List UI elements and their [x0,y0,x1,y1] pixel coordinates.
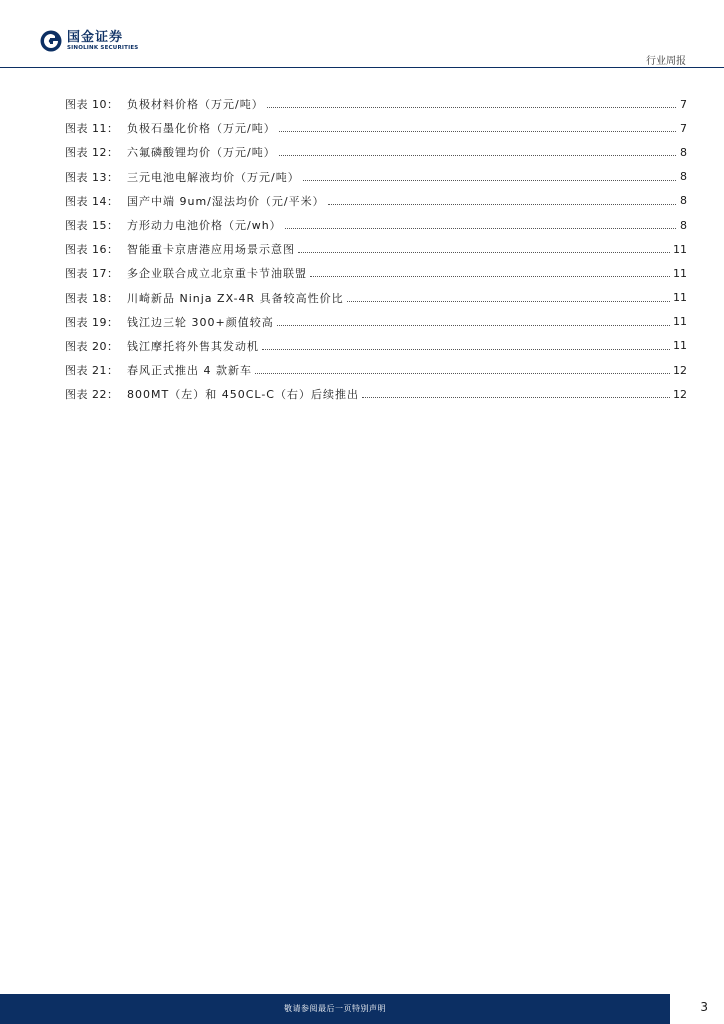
dot-leader [279,120,676,132]
toc-entry[interactable] [65,382,687,406]
dot-leader [310,265,670,277]
dot-leader [328,193,676,205]
figure-title: 六氟磷酸锂均价（万元/吨） [127,146,276,160]
toc-entry[interactable] [65,213,687,237]
header-divider [0,67,724,68]
figure-title: 负极石墨化价格（万元/吨） [127,122,276,136]
page-ref: 11 [673,315,687,329]
toc-entry[interactable] [65,165,687,189]
figure-number: 图表 19： [65,315,119,329]
page-ref: 11 [673,242,687,256]
figure-number: 图表 21： [65,364,119,378]
toc-entry[interactable] [65,310,687,334]
report-type-label: 行业周报 [646,56,686,67]
dot-leader [298,241,670,253]
figure-number: 图表 10： [65,98,119,112]
page-ref: 11 [673,339,687,353]
figure-title: 春风正式推出 4 款新车 [127,364,252,378]
page-ref: 12 [673,387,687,401]
dot-leader [267,96,676,108]
page-header [0,0,724,68]
brand-name-cn: 国金证券 [67,29,124,45]
figure-number: 图表 16： [65,243,119,257]
page-ref: 7 [680,121,687,135]
page-ref: 11 [673,266,687,280]
toc-entry[interactable] [65,261,687,285]
figure-number: 图表 12： [65,146,119,160]
toc-entry[interactable] [65,140,687,164]
dot-leader [303,169,676,181]
toc-entry[interactable] [65,286,687,310]
dot-leader [262,338,670,350]
figure-title: 负极材料价格（万元/吨） [127,98,264,112]
sinolink-logo [40,30,138,52]
brand-name-en: SINOLINK SECURITIES [67,44,139,51]
dot-leader [347,290,670,302]
figure-number: 图表 15： [65,219,119,233]
figure-number: 图表 13： [65,170,119,184]
figure-title: 智能重卡京唐港应用场景示意图 [127,243,295,257]
dot-leader [255,362,670,374]
page-ref: 11 [673,291,687,305]
figure-number: 图表 14： [65,194,119,208]
toc-entry[interactable] [65,116,687,140]
page-ref: 12 [673,363,687,377]
toc-entry[interactable] [65,189,687,213]
figure-title: 钱江摩托将外售其发动机 [127,339,259,353]
figure-number: 图表 17： [65,267,119,281]
figure-number: 图表 22： [65,388,119,402]
dot-leader [277,314,670,326]
page-ref: 8 [680,194,687,208]
page-ref: 8 [680,218,687,232]
toc-entry[interactable] [65,334,687,358]
dot-leader [362,386,670,398]
toc-entry[interactable] [65,237,687,261]
page-number: 3 [700,1000,708,1014]
figure-title: 方形动力电池价格（元/wh） [127,219,282,233]
disclaimer-note: 敬请参阅最后一页特别声明 [284,1004,386,1013]
dot-leader [279,144,676,156]
page-ref: 8 [680,145,687,159]
page-ref: 8 [680,170,687,184]
page-ref: 7 [680,97,687,111]
toc-entry[interactable] [65,358,687,382]
logo-text [67,31,138,52]
figure-title: 800MT（左）和 450CL-C（右）后续推出 [127,388,359,402]
sinolink-logo-icon [40,30,62,52]
figure-title: 三元电池电解液均价（万元/吨） [127,170,300,184]
figure-title: 川崎新品 Ninja ZX-4R 具备较高性价比 [127,291,344,305]
dot-leader [285,217,676,229]
figure-number: 图表 18： [65,291,119,305]
figure-number: 图表 11： [65,122,119,136]
figure-title: 国产中端 9um/湿法均价（元/平米） [127,194,325,208]
toc-entry[interactable] [65,92,687,116]
figure-index-list [65,92,687,406]
figure-number: 图表 20： [65,339,119,353]
figure-title: 钱江边三轮 300+颜值较高 [127,315,274,329]
figure-title: 多企业联合成立北京重卡节油联盟 [127,267,307,281]
